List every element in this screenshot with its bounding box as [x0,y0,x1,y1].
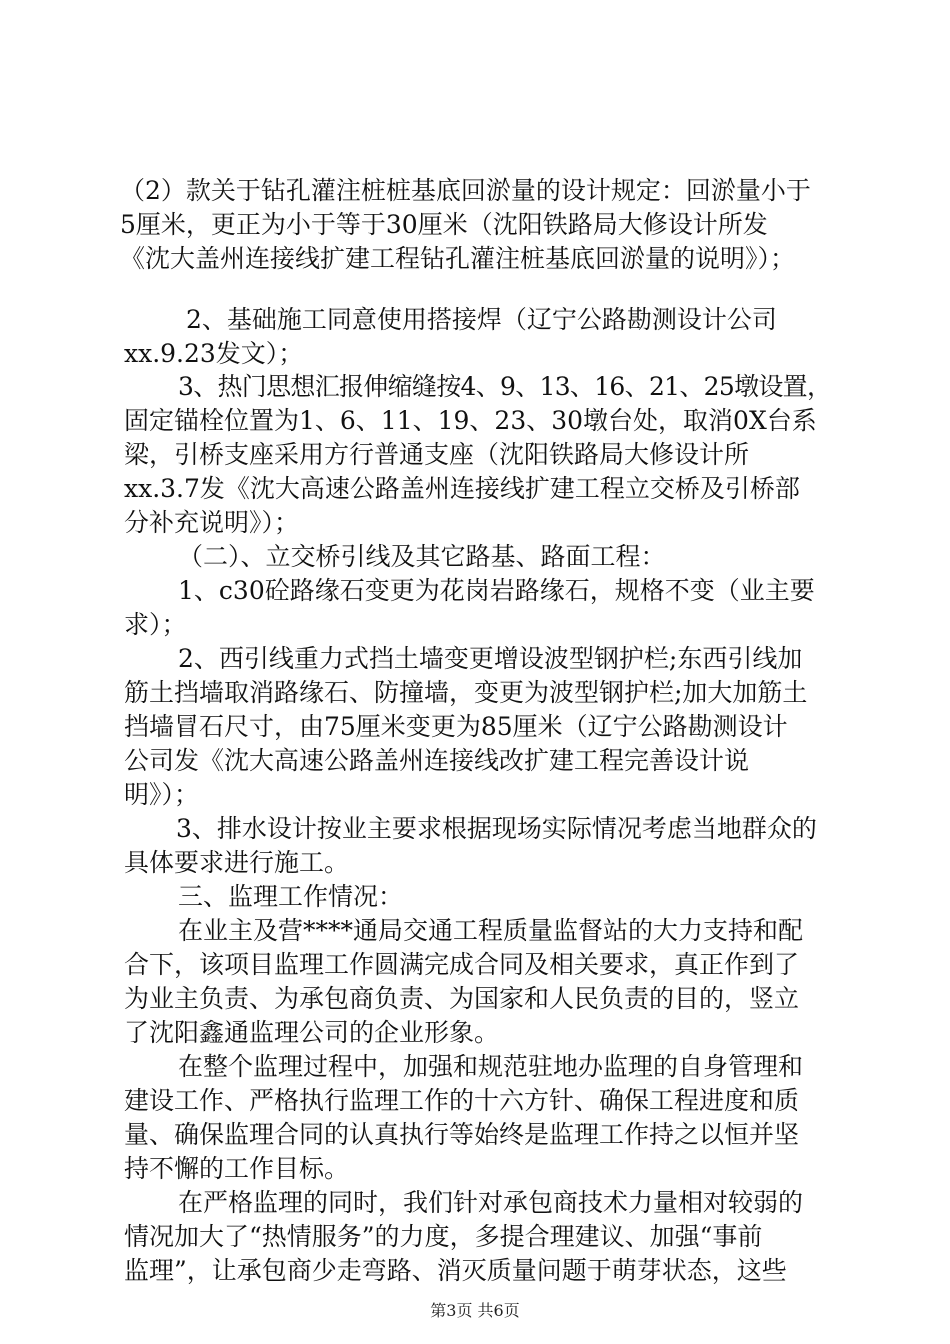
text-line: 量、确保监理合同的认真执行等始终是监理工作持之以恒并坚 [124,1120,800,1149]
text-line: 5厘米，更正为小于等于30厘米（沈阳铁路局大修设计所发 [120,210,768,239]
text-line: 情况加大了“热情服务”的力度，多提合理建议、加强“事前 [124,1222,763,1251]
text-line: xx.9.23发文）； [124,339,304,368]
text-line: 监理”，让承包商少走弯路、消灭质量问题于萌芽状态，这些 [124,1256,787,1285]
text-line: 明》）； [124,780,200,809]
text-line: 1、c30砼路缘石变更为花岗岩路缘石，规格不变（业主要 [178,576,815,605]
text-line: 具体要求进行施工。 [124,848,350,877]
text-line: 公司发《沈大高速公路盖州连接线改扩建工程完善设计说 [124,746,750,775]
text-line: 3、热门思想汇报伸缩缝按4、9、13、16、21、25墩设置， [178,372,832,401]
text-line: 了沈阳鑫通监理公司的企业形象。 [124,1018,500,1047]
text-line: 在业主及营****通局交通工程质量监督站的大力支持和配 [178,916,804,945]
text-line: 固定锚栓位置为1、6、11、19、23、30墩台处，取消0X台系 [124,406,817,435]
section-heading: （二）、立交桥引线及其它路基、路面工程： [178,542,666,571]
text-line: （2）款关于钻孔灌注桩桩基底回淤量的设计规定：回淤量小于 [120,176,811,205]
text-line: 为业主负责、为承包商负责、为国家和人民负责的目的，竖立 [124,984,800,1013]
text-line: 在严格监理的同时，我们针对承包商技术力量相对较弱的 [178,1188,804,1217]
text-line: 在整个监理过程中，加强和规范驻地办监理的自身管理和 [178,1052,804,1081]
text-line: 3、排水设计按业主要求根据现场实际情况考虑当地群众的 [176,814,817,843]
text-line: 2、西引线重力式挡土墙变更增设波型钢护栏;东西引线加 [178,644,803,673]
text-line: 挡墙冒石尺寸，由75厘米变更为85厘米（辽宁公路勘测设计 [124,712,788,741]
text-line: 筋土挡墙取消路缘石、防撞墙，变更为波型钢护栏;加大加筋土 [124,678,808,707]
section-heading: 三、监理工作情况： [178,882,404,911]
page-number: 第3页 共6页 [430,1301,520,1320]
text-line: 合下，该项目监理工作圆满完成合同及相关要求，真正作到了 [124,950,800,979]
text-line: xx.3.7发《沈大高速公路盖州连接线扩建工程立交桥及引桥部 [124,474,800,503]
text-line: 持不懈的工作目标。 [124,1154,350,1183]
text-line: 梁，引桥支座采用方行普通支座（沈阳铁路局大修设计所 [124,440,750,469]
text-line: 2、基础施工同意使用搭接焊（辽宁公路勘测设计公司 [186,305,777,334]
text-line: 求）； [124,610,187,639]
text-line: 建设工作、严格执行监理工作的十六方针、确保工程进度和质 [124,1086,800,1115]
text-line: 分补充说明》）； [124,508,300,537]
text-line: 《沈大盖州连接线扩建工程钻孔灌注桩基底回淤量的说明》）； [120,244,796,273]
